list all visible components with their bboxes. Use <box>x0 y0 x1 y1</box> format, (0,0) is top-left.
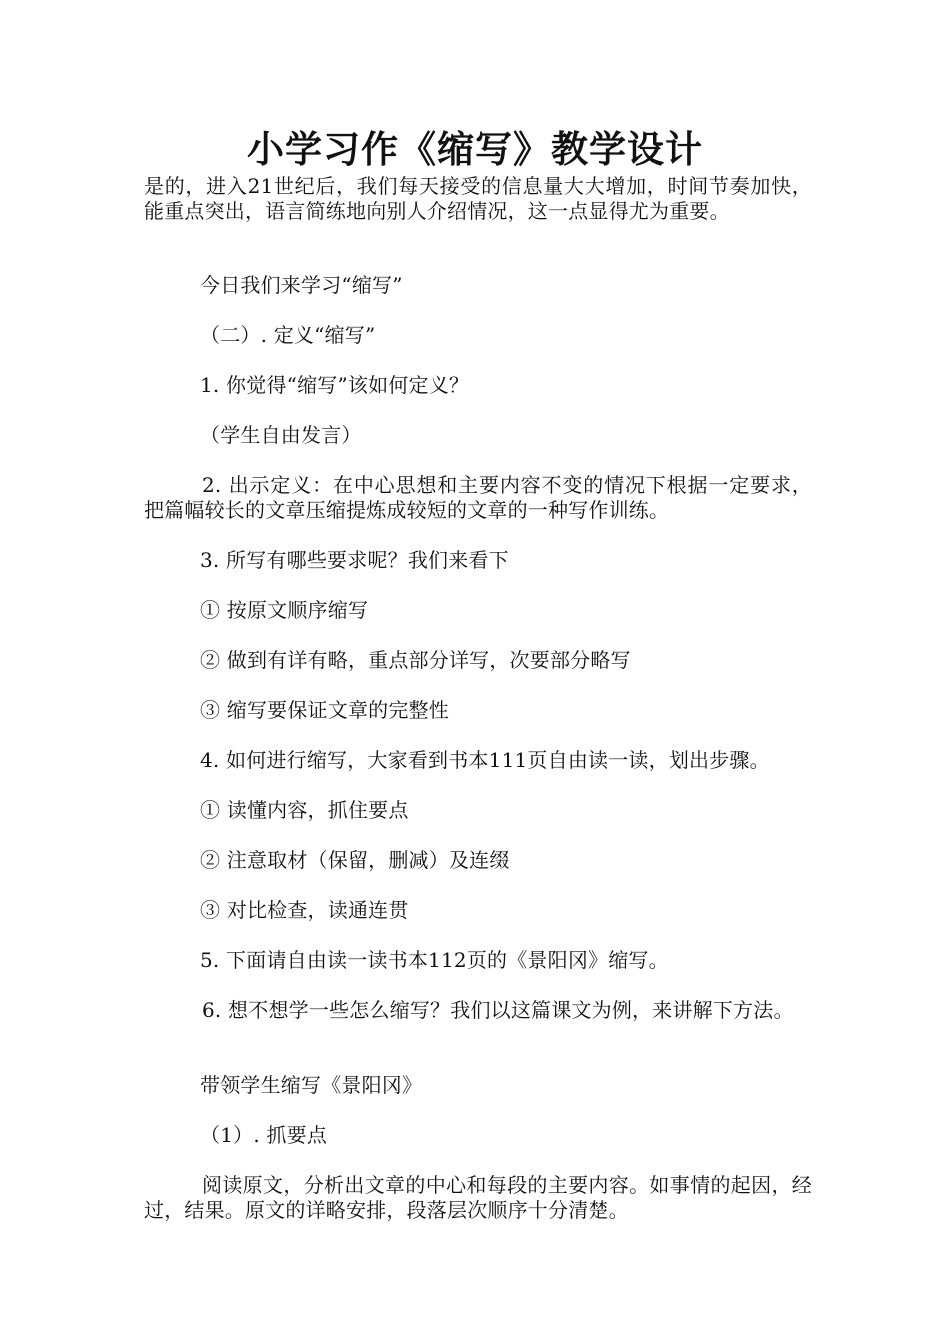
paragraph-question-1: 1. 你觉得“缩写”该如何定义？ <box>200 373 470 397</box>
section-heading-key-points: （1）. 抓要点 <box>200 1123 328 1147</box>
paragraph-question-6: 6. 想不想学一些怎么缩写？我们以这篇课文为例，来讲解下方法。 <box>202 998 794 1022</box>
document-title: 小学习作《缩写》教学设计 <box>247 128 703 171</box>
list-item-step-1: ① 读懂内容，抓住要点 <box>200 798 409 822</box>
section-heading-definition: （二）. 定义“缩写” <box>200 323 376 347</box>
paragraph-question-5: 5. 下面请自由读一读书本112页的《景阳冈》缩写。 <box>200 948 669 972</box>
paragraph-intro: 是的，进入21世纪后，我们每天接受的信息量大大增加，时间节奏加快，能重点突出，语言简练地向别人介绍情况，这一点显得尤为重要。 <box>144 174 812 223</box>
paragraph-lead-example: 带领学生缩写《景阳冈》 <box>200 1073 423 1097</box>
list-item-step-3: ③ 对比检查，读通连贯 <box>200 898 409 922</box>
list-item-requirement-2: ② 做到有详有略，重点部分详写，次要部分略写 <box>200 648 631 672</box>
paragraph-question-3: 3. 所写有哪些要求呢？我们来看下 <box>200 548 509 572</box>
list-item-requirement-3: ③ 缩写要保证文章的完整性 <box>200 698 449 722</box>
paragraph-question-4: 4. 如何进行缩写，大家看到书本111页自由读一读，划出步骤。 <box>200 748 770 772</box>
paragraph-today: 今日我们来学习“缩写” <box>200 273 403 297</box>
paragraph-definition: 2. 出示定义：在中心思想和主要内容不变的情况下根据一定要求，把篇幅较长的文章压缩提炼成较短的文章的一种写作训练。 <box>144 473 812 522</box>
list-item-requirement-1: ① 按原文顺序缩写 <box>200 598 369 622</box>
list-item-step-2: ② 注意取材（保留，删减）及连缀 <box>200 848 510 872</box>
paragraph-student-speak: （学生自由发言） <box>200 423 362 447</box>
paragraph-reading-analysis: 阅读原文，分析出文章的中心和每段的主要内容。如事情的起因，经过，结果。原文的详略安排，段落层次顺序十分清楚。 <box>144 1173 812 1222</box>
